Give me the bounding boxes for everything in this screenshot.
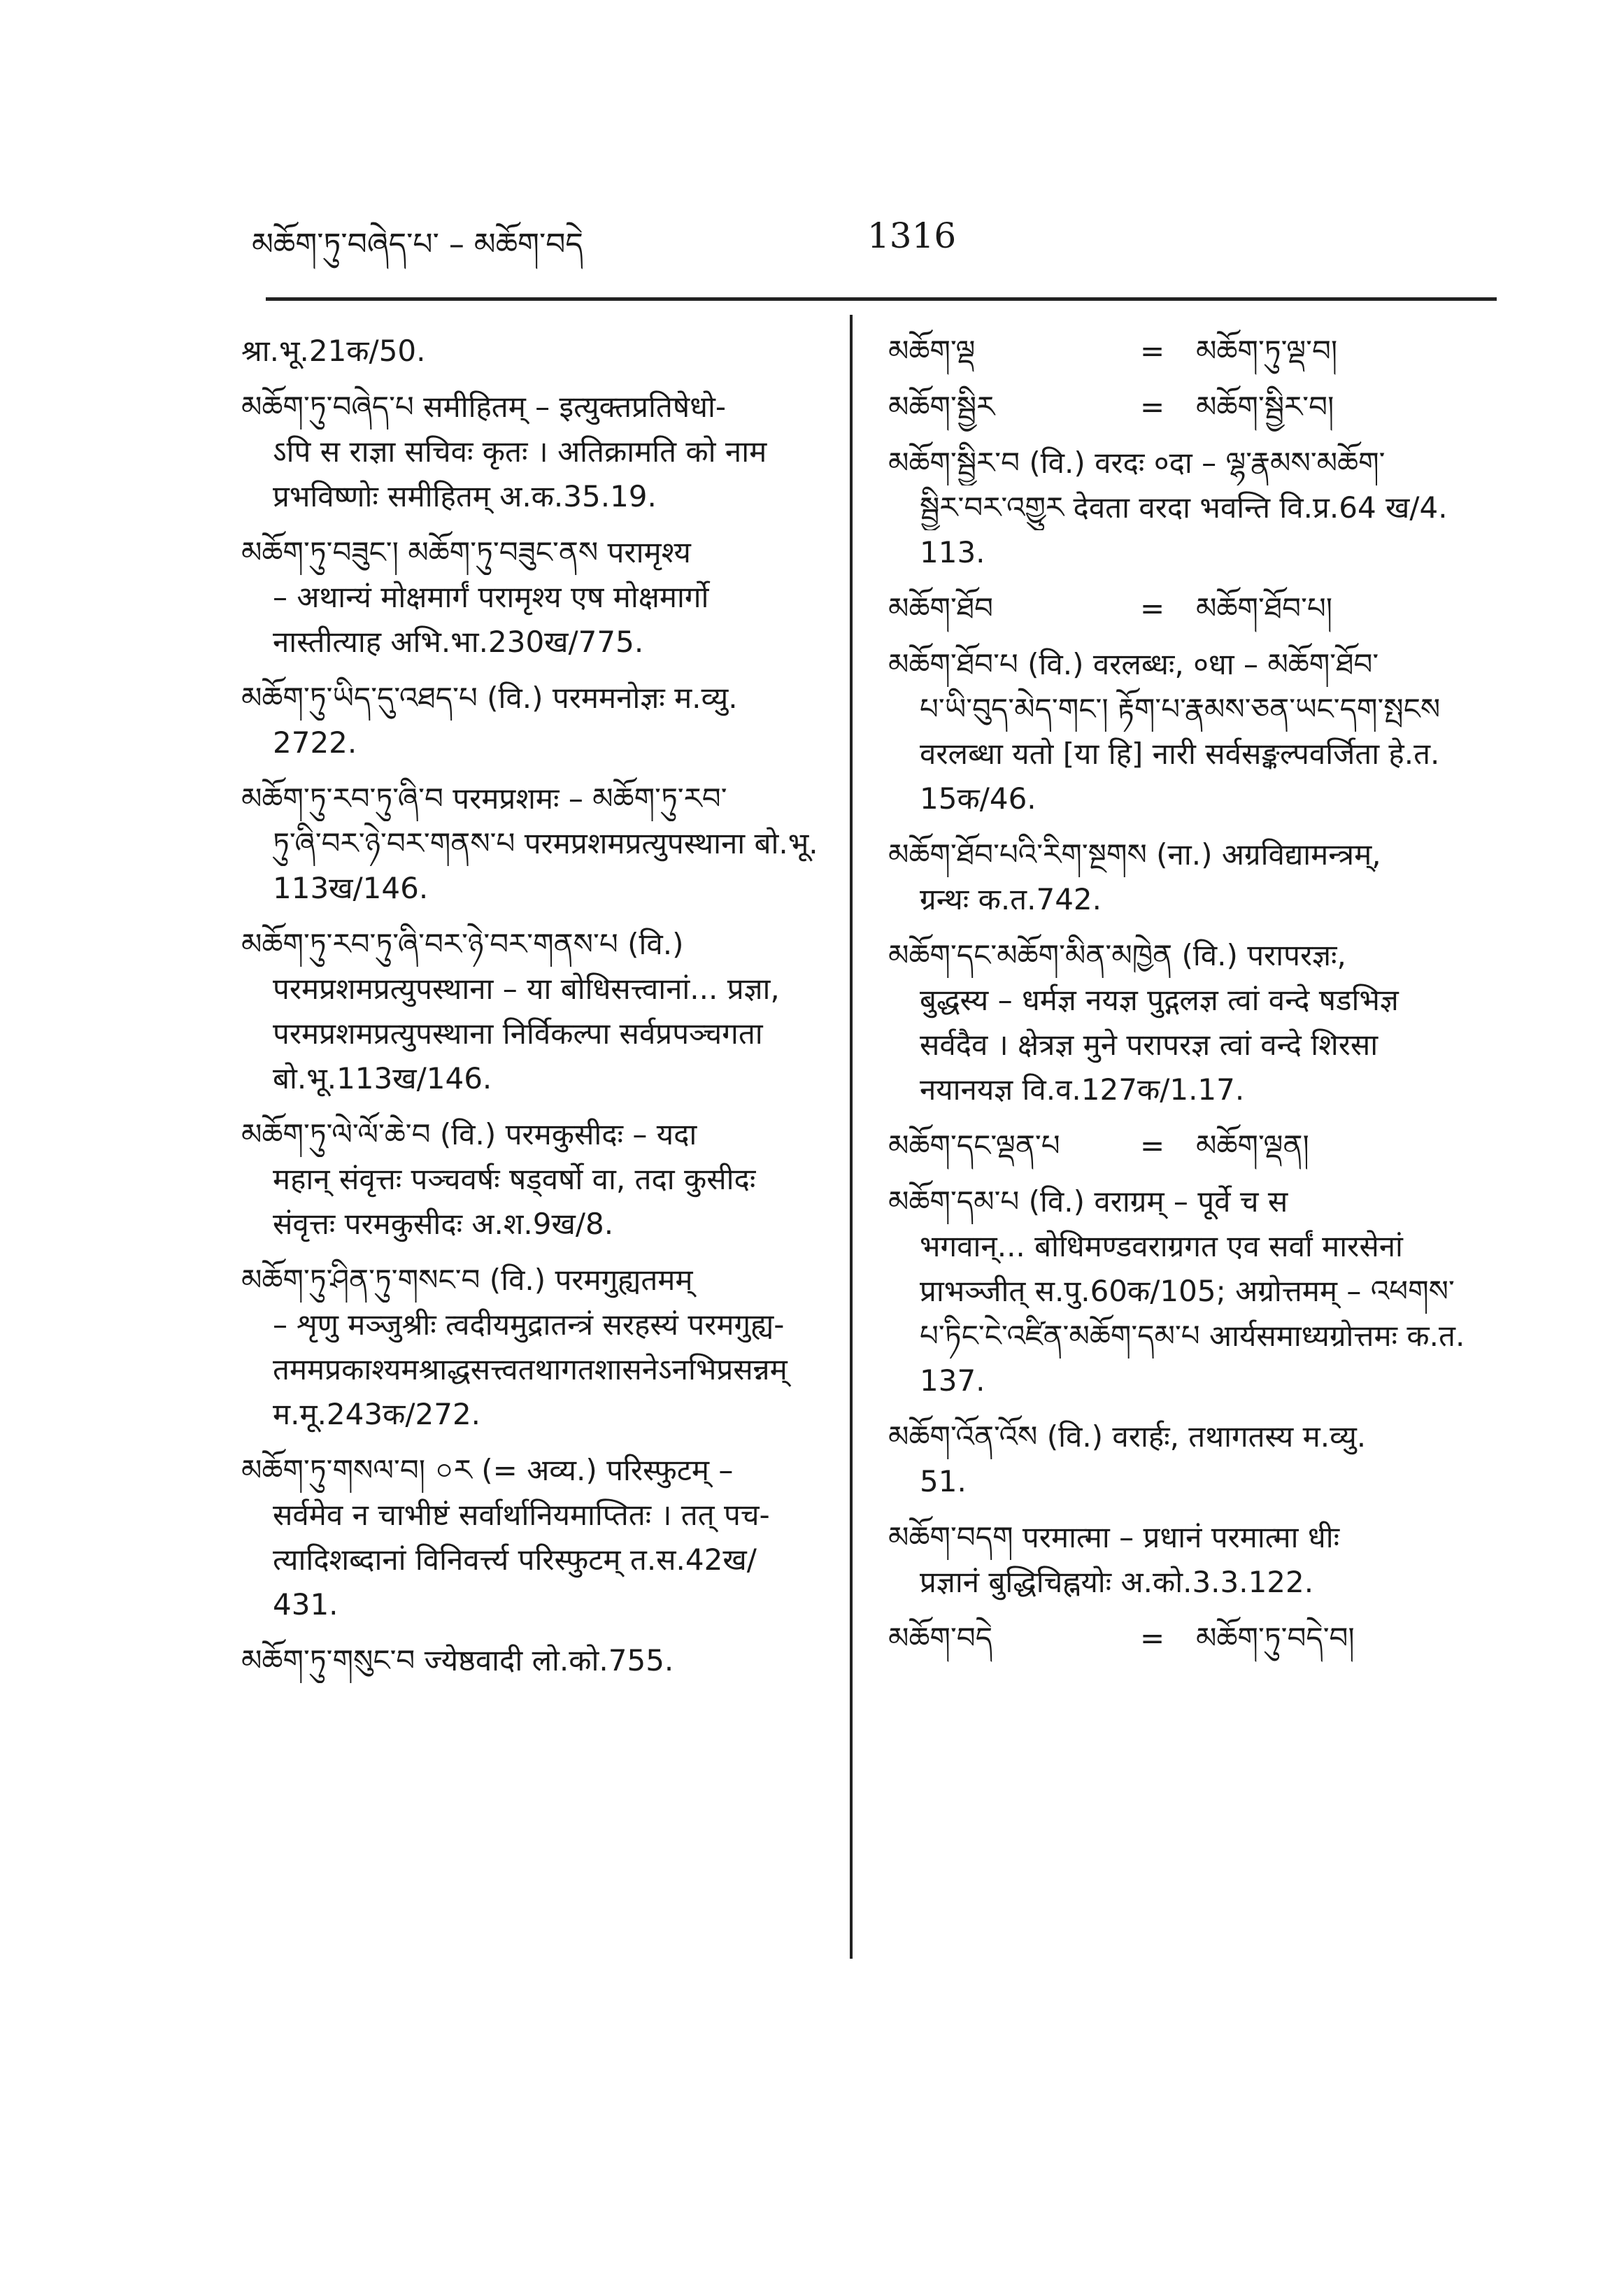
entry-line: མཆོག་དང་མཆོག་མིན་མཁྱེན (वि.) परापरज्ञः, xyxy=(888,938,1346,972)
entry-line: མཆོག་སྦྱིར་བ (वि.) वरदः ०दा – ལྷ་རྣམས་མཆོག་ xyxy=(888,446,1386,480)
entry-line: ཏུ་ཞི་བར་ཉེ་བར་གནས་པ परमप्रशमप्रत्युपस्थाना बो.भू. xyxy=(273,826,818,860)
entry-line: མཆོག་ཏུ་ཡིད་དུ་འཐད་པ (वि.) परममनोज्ञः म.व्यु. xyxy=(241,681,738,715)
xref-eq: = xyxy=(1140,591,1165,625)
right-column xyxy=(888,329,1504,1672)
dictionary-entry xyxy=(241,676,829,765)
entry-line: परमप्रशमप्रत्युपस्थाना निर्विकल्पा सर्वप्रपञ्चगता xyxy=(273,1016,763,1051)
entry-line: संवृत्तः परमकुसीदः अ.श.9ख/8. xyxy=(273,1207,614,1241)
cross-reference-entry xyxy=(888,1616,1504,1661)
entry-line: – अथान्यं मोक्षमार्गं परामृश्य एष मोक्षमार्गो xyxy=(273,580,709,614)
xref-eq: = xyxy=(1140,1621,1165,1655)
entry-line: प्रज्ञानं बुद्धिचिह्नयोः अ.को.3.3.122. xyxy=(920,1565,1314,1599)
entry-line: མཆོག་ཏུ་རབ་ཏུ་ཞི་བ परमप्रशमः – མཆོག་ཏུ་རབ་ xyxy=(241,781,727,816)
entry-line: श्रा.भू.21क/50. xyxy=(241,334,426,368)
entry-line: 113. xyxy=(920,535,985,569)
entry-line: बो.भू.113ख/146. xyxy=(273,1061,492,1095)
dictionary-entry xyxy=(888,1179,1504,1403)
entry-line: མཆོག་ཏུ་བཟུང་། མཆོག་ཏུ་བཟུང་ནས परामृश्य xyxy=(241,535,691,569)
xref-target: མཆོག་ལྡན། xyxy=(1196,1128,1309,1163)
entry-line: सर्वमेव न चाभीष्टं सर्वार्थानियमाप्तितः । तत् पच- xyxy=(273,1498,770,1532)
dictionary-entry xyxy=(888,1414,1504,1504)
dictionary-entry xyxy=(241,776,829,911)
entry-line: त्यादिशब्दानां विनिवर्त्त्य परिस्फुटम् त.स.42ख/ xyxy=(273,1542,757,1577)
entry-line: ग्रन्थः क.त.742. xyxy=(920,882,1102,916)
entry-line: མཆོག་ཏུ་གསལ་བ། ০ར (= अव्य.) परिस्फुटम् – xyxy=(241,1453,734,1487)
entry-line: པ་ཡི་བུད་མེད་གང་། རྟོག་པ་རྣམས་ཅན་ཡང་དག་སྤངས xyxy=(920,692,1441,726)
left-column xyxy=(241,329,829,1694)
entry-line: बुद्धस्य – धर्मज्ञ नयज्ञ पुद्गलज्ञ त्वां वन्दे षडभिज्ञ xyxy=(920,983,1399,1017)
running-head: མཆོག་ཏུ་བཞེད་པ་ – མཆོག་བདེ xyxy=(252,227,583,262)
dictionary-entry xyxy=(888,933,1504,1112)
cross-reference-entry xyxy=(888,385,1504,430)
cross-reference-entry xyxy=(888,1123,1504,1168)
entry-line: མཆོག་འོན་འོས (वि.) वरार्हः, तथागतस्य म.व्यु. xyxy=(888,1419,1367,1454)
cross-reference-entry xyxy=(888,586,1504,631)
entry-line: वरलब्धा यतो [या हि] नारी सर्वसङ्कल्पवर्जिता हे.त. xyxy=(920,737,1440,771)
dictionary-entry xyxy=(241,385,829,519)
page-header xyxy=(252,210,1511,266)
entry-line: नयानयज्ञ वि.व.127क/1.17. xyxy=(920,1072,1245,1107)
entry-line: མཆོག་ཐོབ་པ (वि.) वरलब्धः, ०धा – མཆོག་ཐོབ་ xyxy=(888,647,1379,681)
entry-line: 2722. xyxy=(273,725,357,760)
dictionary-entry xyxy=(241,1448,829,1627)
xref-head: མཆོག་ཐོབ xyxy=(888,591,994,625)
xref-head: མཆོག་བདེ xyxy=(888,1621,993,1655)
dictionary-entry xyxy=(888,441,1504,575)
entry-line: 15क/46. xyxy=(920,781,1037,816)
entry-line: महान् संवृत्तः पञ्चवर्षः षड्वर्षो वा, तदा कुसीदः xyxy=(273,1162,756,1196)
entry-line: 137. xyxy=(920,1363,985,1398)
entry-line: སྦྱིར་བར་འགྱུར देवता वरदा भवन्ति वि.प्र.64 ख/4. xyxy=(920,490,1448,525)
entry-line: म.मू.243क/272. xyxy=(273,1397,481,1431)
entry-line: – शृणु मञ्जुश्रीः त्वदीयमुद्रातन्त्रं सरहस्यं परमगुह्य- xyxy=(273,1307,785,1342)
entry-line: པ་ཏིང་ངེ་འཛིན་མཆོག་དམ་པ आर्यसमाध्यग्रोत्तमः क.त. xyxy=(920,1319,1465,1353)
entry-line: 113ख/146. xyxy=(273,871,429,905)
entry-line: མཆོག་དམ་པ (वि.) वराग्रम् – पूर्वे च स xyxy=(888,1184,1288,1219)
dictionary-entry xyxy=(241,1112,829,1247)
dictionary-entry xyxy=(888,1515,1504,1605)
xref-head: མཆོག་ལྡ xyxy=(888,334,976,368)
page-number: 1316 xyxy=(867,215,957,256)
xref-target: མཆོག་ཐོབ་པ། xyxy=(1196,591,1333,625)
column-divider xyxy=(850,315,853,1959)
dictionary-entry xyxy=(241,329,829,374)
entry-line: भगवान्... बोधिमण्डवराग्रगत एव सर्वां मारसेनां xyxy=(920,1229,1403,1263)
dictionary-entry xyxy=(241,922,829,1101)
xref-target: མཆོག་ཏུ་བདེ་བ། xyxy=(1196,1621,1355,1655)
entry-line: सर्वदैव । क्षेत्रज्ञ मुने परापरज्ञ त्वां वन्दे शिरसा xyxy=(920,1028,1379,1062)
xref-target: མཆོག་སྦྱིར་བ། xyxy=(1196,390,1334,424)
header-rule xyxy=(266,297,1497,301)
dictionary-entry xyxy=(241,1258,829,1437)
cross-reference-entry xyxy=(888,329,1504,374)
xref-eq: = xyxy=(1140,1128,1165,1163)
xref-eq: = xyxy=(1140,334,1165,368)
dictionary-entry xyxy=(888,642,1504,821)
entry-line: མཆོག་ཏུ་ཤིན་ཏུ་གསང་བ (वि.) परमगुह्यतमम् xyxy=(241,1263,693,1297)
entry-line: 51. xyxy=(920,1464,967,1498)
entry-line: प्रभविष्णोः समीहितम् अ.क.35.19. xyxy=(273,479,657,513)
entry-line: प्राभञ्जीत् स.पु.60क/105; अग्रोत्तमम् – འཕགས་ xyxy=(920,1274,1455,1308)
entry-line: तममप्रकाश्यमश्राद्धसत्त्वतथागतशासनेऽनभिप्रसन्नम् xyxy=(273,1352,788,1386)
entry-line: 431. xyxy=(273,1587,339,1622)
entry-line: नास्तीत्याह अभि.भा.230ख/775. xyxy=(273,625,644,659)
dictionary-entry xyxy=(888,832,1504,922)
entry-line: མཆོག་ཐོབ་པའི་རིག་སྔགས (ना.) अग्रविद्यामन्त्रम्, xyxy=(888,837,1381,872)
xref-head: མཆོག་དང་ལྡན་པ xyxy=(888,1128,1060,1163)
entry-line: ऽपि स राज्ञा सचिवः कृतः । अतिक्रामति को नाम xyxy=(273,434,767,469)
entry-line: परमप्रशमप्रत्युपस्थाना – या बोधिसत्त्वानां... प्रज्ञा, xyxy=(273,972,780,1006)
dictionary-entry xyxy=(241,530,829,665)
entry-line: མཆོག་ཏུ་ལེ་ལོ་ཆེ་བ (वि.) परमकुसीदः – यदा xyxy=(241,1117,697,1151)
xref-head: མཆོག་སྦྱིར xyxy=(888,390,995,424)
entry-line: མཆོག་བདག परमात्मा – प्रधानं परमात्मा धीः xyxy=(888,1520,1340,1554)
entry-line: མཆོག་ཏུ་གསུང་བ ज्येष्ठवादी लो.को.755. xyxy=(241,1643,674,1678)
xref-target: མཆོག་ཏུ་ལྡ་བ། xyxy=(1196,334,1338,368)
dictionary-entry xyxy=(241,1638,829,1683)
xref-eq: = xyxy=(1140,390,1165,424)
entry-line: མཆོག་ཏུ་བཞེད་པ समीहितम् – इत्युक्तप्रतिषेधो- xyxy=(241,390,726,424)
entry-line: མཆོག་ཏུ་རབ་ཏུ་ཞི་བར་ཉེ་བར་གནས་པ (वि.) xyxy=(241,927,684,961)
